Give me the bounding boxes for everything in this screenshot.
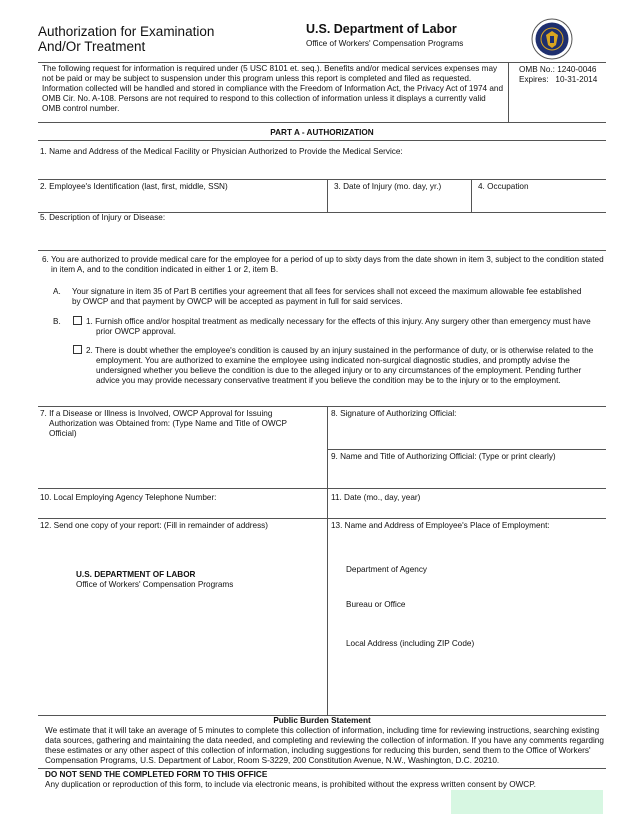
row2-top-rule <box>38 179 606 180</box>
copyright-notice: Any duplication or reproduction of this form, to include via electronic means, is prohibited without the express written consent by OWCP. <box>45 780 536 789</box>
item8-bottom-rule <box>328 449 606 450</box>
item13-label: 13. Name and Address of Employee's Place of Employment: <box>331 521 550 530</box>
dol-seal-icon <box>531 18 573 60</box>
item6-intro: 6. You are authorized to provide medical care for the employee for a period of up to sixty days from the date shown in item 3, subject to the condition stated in item A, and to the condition indicated in either 1 or 2, item B. <box>42 255 604 274</box>
item6-b-label: B. <box>53 317 61 326</box>
omb-number: OMB No.: 1240-0046 <box>519 65 597 74</box>
part-a-title: PART A - AUTHORIZATION <box>270 128 374 137</box>
item1-field[interactable] <box>38 156 606 178</box>
date-field[interactable] <box>328 503 606 517</box>
footer-rule <box>38 768 606 769</box>
item6-a-text: Your signature in item 35 of Part B certifies your agreement that all fees for services shall not exceed the maximum allowable fee established by OWCP and that payment by OWCP will be accepted as payment in full for said services. <box>72 287 582 306</box>
official-name-title-field[interactable] <box>328 463 606 487</box>
dol-address-office: Office of Workers' Compensation Programs <box>76 580 234 589</box>
item7-label: 7. If a Disease or Illness is Involved, OWCP Approval for Issuing Authorization was Obtained from: (Type Name and Title of OWCP Official) <box>40 409 287 438</box>
omb-expiration: Expires: 10-31-2014 <box>519 75 598 84</box>
notice-bottom-rule <box>38 122 606 123</box>
item11-label: 11. Date (mo., day, year) <box>331 493 421 502</box>
employee-id-field[interactable] <box>38 192 326 210</box>
form-title <box>38 24 214 54</box>
owcp-official-field[interactable] <box>38 442 326 486</box>
item8-label: 8. Signature of Authorizing Official: <box>331 409 457 418</box>
do-not-send-warning: DO NOT SEND THE COMPLETED FORM TO THIS OFFICE <box>45 770 268 779</box>
b1-checkbox[interactable] <box>73 316 82 325</box>
employer-address-field[interactable] <box>328 650 606 712</box>
office-name: Office of Workers' Compensation Programs <box>306 39 464 48</box>
item9-label: 9. Name and Title of Authorizing Official: (Type or print clearly) <box>331 452 556 461</box>
item6-b1-text: 1. Furnish office and/or hospital treatment as medically necessary for the effects of this injury. Any surgery other than emergency must have prior OWCP approval. <box>86 317 591 336</box>
employer-address-label: Local Address (including ZIP Code) <box>346 639 475 648</box>
agency-name: U.S. Department of Labor <box>306 22 457 36</box>
injury-description-field[interactable] <box>38 224 606 248</box>
employer-agency-field[interactable] <box>328 576 606 596</box>
burden-title: Public Burden Statement <box>273 716 371 725</box>
b2-checkbox[interactable] <box>73 345 82 354</box>
employer-agency-label: Department of Agency <box>346 565 428 574</box>
item2-label: 2. Employee's Identification (last, first, middle, SSN) <box>40 182 228 191</box>
item4-label: 4. Occupation <box>478 182 529 191</box>
date-of-injury-field[interactable] <box>328 192 470 210</box>
row5-bottom-rule <box>38 250 606 251</box>
row9-bottom-rule <box>38 488 606 489</box>
agency-phone-field[interactable] <box>38 503 326 517</box>
report-address-field[interactable] <box>38 532 326 570</box>
form-control-box[interactable] <box>451 790 603 814</box>
privacy-notice: The following request for information is required under (5 USC 8101 et. seq.). Benefits and/or medical services expenses may not be paid or may be subject to suspension under this program unless this report is completed and filed as requested. Information collected will be handled and stored in compliance with the Freedom of Information Act, the Privacy Act of 1974 and OMB Cir. No. A-108. Persons are not required to respond to this collection of information unless it displays a currently valid OMB control number. <box>42 64 504 113</box>
omb-divider <box>508 62 509 122</box>
item6-a-label: A. <box>53 287 61 296</box>
item6-b2-text: 2. There is doubt whether the employee's condition is caused by an injury sustained in the performance of duty, or is otherwise related to the employment. You are authorized to examine the employee using indicated non-surgical diagnostic studies, and promptly advise the undersigned whether you believe the condition is due to the alleged injury or to any circumstances of the employment. Pending further advice you may provide necessary conservative treatment if you believe the condition may be to the injury or to the employment. <box>86 346 594 385</box>
employer-bureau-field[interactable] <box>328 611 606 635</box>
notice-top-rule <box>38 62 606 63</box>
form-title-line1: Authorization for Examination <box>38 24 215 39</box>
occupation-field[interactable] <box>472 192 606 210</box>
employer-bureau-label: Bureau or Office <box>346 600 406 609</box>
burden-statement: We estimate that it will take an average of 5 minutes to complete this collection of information, including time for reviewing instructions, searching existing data sources, gathering and maintaining the data needed, and completing and reviewing the collection of information. If you have any comments regarding these estimates or any other aspect of this collection of information, including suggestions for reducing this burden, send them to the Office of Workers' Compensation Programs, U.S. Department of Labor, Room S-3229, 200 Constitution Avenue, N.W., Washington, D.C. 20210. <box>45 726 604 765</box>
item3-label: 3. Date of Injury (mo. day, yr.) <box>334 182 442 191</box>
row10-bottom-rule <box>38 518 606 519</box>
dol-address-agency: U.S. DEPARTMENT OF LABOR <box>76 570 196 579</box>
form-title-line2: And/Or Treatment <box>38 39 146 54</box>
item12-label: 12. Send one copy of your report: (Fill in remainder of address) <box>40 521 268 530</box>
item6-bottom-rule <box>38 406 606 407</box>
signature-field[interactable] <box>328 420 606 448</box>
item5-label: 5. Description of Injury or Disease: <box>40 213 166 222</box>
item1-label: 1. Name and Address of the Medical Facility or Physician Authorized to Provide the Medical Service: <box>40 147 403 156</box>
part-a-rule <box>38 140 606 141</box>
item10-label: 10. Local Employing Agency Telephone Number: <box>40 493 217 502</box>
